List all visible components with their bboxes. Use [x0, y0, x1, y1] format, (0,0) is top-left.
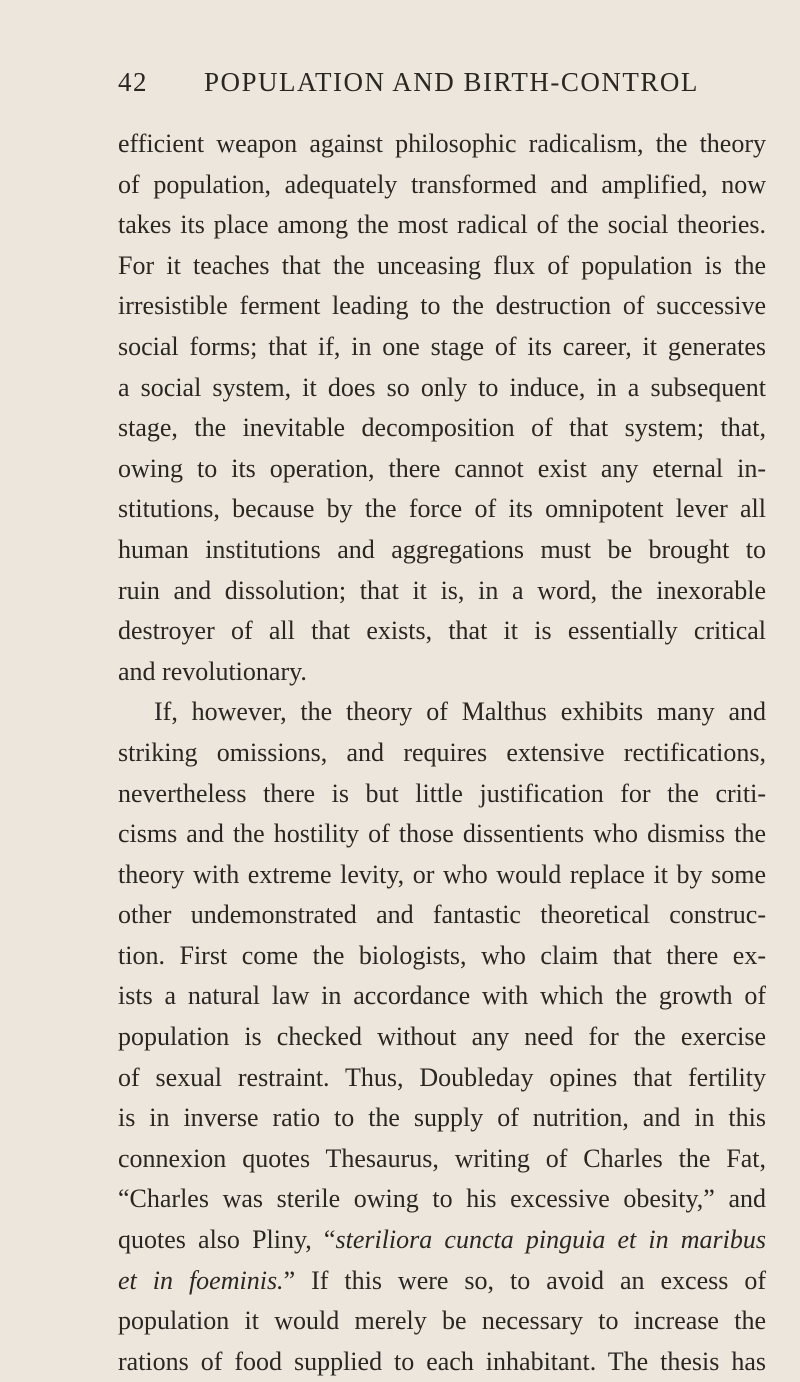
running-head: POPULATION AND BIRTH-CONTROL — [204, 67, 699, 97]
latin-quote: et in foeminis. — [118, 1265, 284, 1295]
text-line — [118, 1220, 766, 1261]
page-header — [118, 62, 718, 102]
text-line: irresistible ferment leading to the destruction of successive — [118, 291, 766, 321]
text-line: ists a natural law in accordance with which the growth of — [118, 981, 766, 1011]
text-line: destroyer of all that exists, that it is essentially critical — [118, 616, 766, 646]
text-line: of sexual restraint. Thus, Doubleday opines that fertility — [118, 1062, 766, 1092]
text-line: “Charles was sterile owing to his excessive obesity,” and — [118, 1184, 766, 1214]
latin-quote: steriliora cuncta pinguia et in maribus — [335, 1225, 766, 1255]
text-line: stitutions, because by the force of its omnipotent lever all — [118, 494, 766, 524]
text-line: efficient weapon against philosophic radicalism, the theory — [118, 129, 766, 158]
text-line: owing to its operation, there cannot exist any eternal in- — [118, 453, 766, 483]
text-line: is in inverse ratio to the supply of nutrition, and in this — [118, 1103, 766, 1133]
paragraph-start-line: If, however, the theory of Malthus exhibits many and — [154, 697, 766, 727]
text-span: quotes also Pliny, “ — [118, 1225, 336, 1255]
text-line: other undemonstrated and fantastic theoretical construc- — [118, 900, 766, 930]
text-line: striking omissions, and requires extensive rectifications, — [118, 737, 766, 767]
text-line: social forms; that if, in one stage of its career, it generates — [118, 331, 766, 361]
text-line: cisms and the hostility of those dissentients who dismiss the — [118, 819, 766, 849]
text-line — [118, 1261, 766, 1302]
text-line: population is checked without any need for the exercise — [118, 1022, 766, 1052]
text-line: rations of food supplied to each inhabitant. The thesis has — [118, 1346, 766, 1376]
text-line: For it teaches that the unceasing flux of population is the — [118, 250, 766, 280]
text-line: a social system, it does so only to induce, in a subsequent — [118, 372, 766, 402]
text-line: of population, adequately transformed and amplified, now — [118, 169, 766, 199]
text-span: ” If this were so, to avoid an excess of — [283, 1265, 766, 1295]
text-line: stage, the inevitable decomposition of that system; that, — [118, 413, 766, 443]
text-line: connexion quotes Thesaurus, writing of Charles the Fat, — [118, 1143, 766, 1173]
body-text — [118, 124, 766, 1382]
text-line: population it would merely be necessary to increase the — [118, 1306, 766, 1336]
paragraph-end-line: and revolutionary. — [118, 656, 307, 686]
text-line: human institutions and aggregations must be brought to — [118, 534, 766, 564]
text-line: ruin and dissolution; that it is, in a word, the inexorable — [118, 575, 766, 605]
text-line: nevertheless there is but little justification for the criti- — [118, 778, 766, 808]
text-line: theory with extreme levity, or who would replace it by some — [118, 859, 766, 889]
text-line: takes its place among the most radical of the social theories. — [118, 210, 766, 240]
text-line: tion. First come the biologists, who claim that there ex- — [118, 940, 766, 970]
page-number: 42 — [118, 67, 148, 97]
